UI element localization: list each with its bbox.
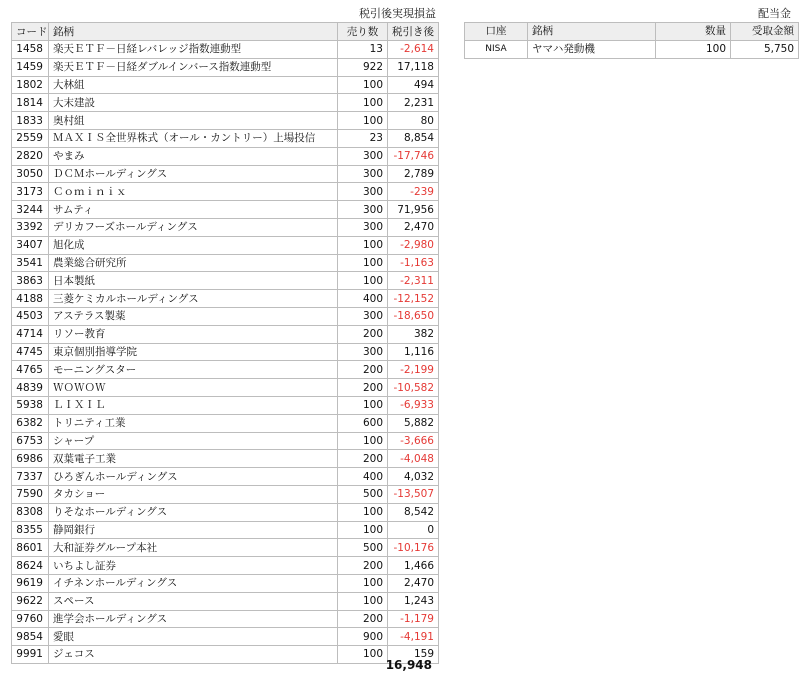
stock-name: 大和証券グループ本社 — [49, 539, 338, 557]
stock-name: 愛眼 — [49, 628, 338, 646]
stock-name: ひろぎんホールディングス — [49, 468, 338, 486]
after-tax-pnl: 494 — [388, 76, 439, 94]
sell-qty: 600 — [338, 414, 388, 432]
stock-code: 1802 — [12, 76, 49, 94]
header-pnl: 税引き後 — [388, 23, 439, 41]
after-tax-pnl: 80 — [388, 112, 439, 130]
stock-code: 3050 — [12, 165, 49, 183]
after-tax-pnl: -13,507 — [388, 485, 439, 503]
stock-code: 9760 — [12, 610, 49, 628]
stock-name: Ｃｏｍｉｎｉｘ — [49, 183, 338, 201]
stock-code: 2820 — [12, 147, 49, 165]
after-tax-pnl: 8,542 — [388, 503, 439, 521]
table-row — [12, 94, 439, 112]
sell-qty: 500 — [338, 485, 388, 503]
stock-code: 9854 — [12, 628, 49, 646]
sell-qty: 100 — [338, 503, 388, 521]
after-tax-pnl: -17,746 — [388, 147, 439, 165]
after-tax-pnl: -1,179 — [388, 610, 439, 628]
stock-code: 3407 — [12, 236, 49, 254]
sell-qty: 900 — [338, 628, 388, 646]
after-tax-pnl: 1,243 — [388, 592, 439, 610]
table-row — [12, 521, 439, 539]
table-header-row — [465, 23, 799, 41]
stock-code: 9991 — [12, 646, 49, 664]
stock-code: 1833 — [12, 112, 49, 130]
table-row — [12, 450, 439, 468]
after-tax-pnl: -12,152 — [388, 290, 439, 308]
stock-code: 6382 — [12, 414, 49, 432]
after-tax-pnl: -18,650 — [388, 307, 439, 325]
table-row — [12, 325, 439, 343]
after-tax-pnl: 2,789 — [388, 165, 439, 183]
table-row — [12, 539, 439, 557]
table-row — [12, 307, 439, 325]
table-row — [12, 343, 439, 361]
after-tax-pnl: 159 — [388, 646, 439, 664]
after-tax-pnl: 382 — [388, 325, 439, 343]
after-tax-pnl: -2,311 — [388, 272, 439, 290]
stock-code: 9622 — [12, 592, 49, 610]
stock-code: 4714 — [12, 325, 49, 343]
sell-qty: 23 — [338, 129, 388, 147]
header-name: 銘柄 — [49, 23, 338, 41]
stock-name: 楽天ＥＴＦ－日経ダブルインバース指数連動型 — [49, 58, 338, 76]
table-row — [12, 610, 439, 628]
stock-name: スペース — [49, 592, 338, 610]
table-row — [12, 112, 439, 130]
table-row — [12, 379, 439, 397]
stock-name: ＬＩＸＩＬ — [49, 396, 338, 414]
sell-qty: 100 — [338, 396, 388, 414]
stock-code: 4745 — [12, 343, 49, 361]
stock-code: 3392 — [12, 218, 49, 236]
table-row — [12, 396, 439, 414]
stock-name: 楽天ＥＴＦ－日経レバレッジ指数連動型 — [49, 41, 338, 59]
after-tax-pnl: 1,466 — [388, 557, 439, 575]
stock-code: 9619 — [12, 574, 49, 592]
sell-qty: 500 — [338, 539, 388, 557]
header-name: 銘柄 — [528, 23, 656, 41]
after-tax-pnl: -4,048 — [388, 450, 439, 468]
sell-qty: 200 — [338, 450, 388, 468]
sell-qty: 13 — [338, 41, 388, 59]
table-row — [12, 485, 439, 503]
table-row — [12, 432, 439, 450]
table-row — [12, 290, 439, 308]
stock-name: タカショー — [49, 485, 338, 503]
stock-name: ジェコス — [49, 646, 338, 664]
stock-code: 6986 — [12, 450, 49, 468]
after-tax-pnl: 2,470 — [388, 218, 439, 236]
table-row — [12, 41, 439, 59]
after-tax-pnl: -239 — [388, 183, 439, 201]
stock-name: ＷＯＷＯＷ — [49, 379, 338, 397]
sell-qty: 100 — [338, 94, 388, 112]
stock-name: ヤマハ発動機 — [528, 40, 656, 58]
after-tax-pnl: -2,614 — [388, 41, 439, 59]
sell-qty: 300 — [338, 201, 388, 219]
stock-name: リソー教育 — [49, 325, 338, 343]
stock-name: 東京個別指導学院 — [49, 343, 338, 361]
sell-qty: 100 — [338, 592, 388, 610]
sell-qty: 100 — [338, 236, 388, 254]
after-tax-pnl: 4,032 — [388, 468, 439, 486]
stock-code: 6753 — [12, 432, 49, 450]
stock-code: 4188 — [12, 290, 49, 308]
stock-name: 大末建設 — [49, 94, 338, 112]
after-tax-pnl: 2,231 — [388, 94, 439, 112]
stock-name: イチネンホールディングス — [49, 574, 338, 592]
after-tax-pnl: -4,191 — [388, 628, 439, 646]
sell-qty: 300 — [338, 147, 388, 165]
stock-name: 日本製紙 — [49, 272, 338, 290]
stock-name: シャープ — [49, 432, 338, 450]
stock-name: デリカフーズホールディングス — [49, 218, 338, 236]
sell-qty: 300 — [338, 218, 388, 236]
stock-name: やまみ — [49, 147, 338, 165]
stock-code: 7590 — [12, 485, 49, 503]
sell-qty: 300 — [338, 165, 388, 183]
sell-qty: 200 — [338, 557, 388, 575]
table-row — [12, 254, 439, 272]
table-row — [465, 40, 799, 58]
table-row — [12, 414, 439, 432]
stock-name: 進学会ホールディングス — [49, 610, 338, 628]
stock-name: アステラス製薬 — [49, 307, 338, 325]
table-row — [12, 574, 439, 592]
table-row — [12, 129, 439, 147]
header-amount: 受取金額 — [731, 23, 799, 41]
stock-name: りそなホールディングス — [49, 503, 338, 521]
sell-qty: 100 — [338, 432, 388, 450]
stock-code: 7337 — [12, 468, 49, 486]
stock-code: 4503 — [12, 307, 49, 325]
stock-code: 4765 — [12, 361, 49, 379]
after-tax-pnl: 0 — [388, 521, 439, 539]
stock-code: 8355 — [12, 521, 49, 539]
stock-name: 大林組 — [49, 76, 338, 94]
table-row — [12, 628, 439, 646]
realized-pnl-caption: 税引後実現損益 — [359, 7, 436, 20]
quantity: 100 — [656, 40, 731, 58]
table-row — [12, 468, 439, 486]
sell-qty: 200 — [338, 379, 388, 397]
sell-qty: 922 — [338, 58, 388, 76]
sell-qty: 300 — [338, 343, 388, 361]
header-qty: 数量 — [656, 23, 731, 41]
stock-name: モーニングスター — [49, 361, 338, 379]
stock-code: 5938 — [12, 396, 49, 414]
sell-qty: 100 — [338, 272, 388, 290]
table-row — [12, 76, 439, 94]
sell-qty: 200 — [338, 610, 388, 628]
after-tax-pnl: -6,933 — [388, 396, 439, 414]
table-row — [12, 201, 439, 219]
dividends-table — [464, 22, 799, 59]
table-row — [12, 165, 439, 183]
stock-code: 3244 — [12, 201, 49, 219]
table-row — [12, 236, 439, 254]
stock-name: 双葉電子工業 — [49, 450, 338, 468]
after-tax-pnl: -2,980 — [388, 236, 439, 254]
stock-code: 8601 — [12, 539, 49, 557]
stock-code: 8308 — [12, 503, 49, 521]
after-tax-pnl: 1,116 — [388, 343, 439, 361]
table-row — [12, 58, 439, 76]
after-tax-pnl: 2,470 — [388, 574, 439, 592]
after-tax-pnl: 71,956 — [388, 201, 439, 219]
sell-qty: 300 — [338, 183, 388, 201]
dividends-caption: 配当金 — [758, 7, 791, 20]
sell-qty: 200 — [338, 325, 388, 343]
stock-code: 3541 — [12, 254, 49, 272]
stock-name: 三菱ケミカルホールディングス — [49, 290, 338, 308]
realized-pnl-total: 16,948 — [385, 658, 432, 672]
sell-qty: 200 — [338, 361, 388, 379]
sell-qty: 100 — [338, 112, 388, 130]
table-row — [12, 147, 439, 165]
stock-name: 旭化成 — [49, 236, 338, 254]
stock-code: 1458 — [12, 41, 49, 59]
stock-code: 3863 — [12, 272, 49, 290]
realized-pnl-table — [11, 22, 439, 664]
sell-qty: 400 — [338, 290, 388, 308]
after-tax-pnl: 17,118 — [388, 58, 439, 76]
sell-qty: 400 — [338, 468, 388, 486]
sell-qty: 100 — [338, 521, 388, 539]
after-tax-pnl: -3,666 — [388, 432, 439, 450]
stock-code: 1459 — [12, 58, 49, 76]
sell-qty: 300 — [338, 307, 388, 325]
stock-name: 農業総合研究所 — [49, 254, 338, 272]
after-tax-pnl: -2,199 — [388, 361, 439, 379]
after-tax-pnl: 8,854 — [388, 129, 439, 147]
after-tax-pnl: -10,582 — [388, 379, 439, 397]
stock-code: 4839 — [12, 379, 49, 397]
header-code: コード — [12, 23, 49, 41]
stock-name: 静岡銀行 — [49, 521, 338, 539]
after-tax-pnl: -10,176 — [388, 539, 439, 557]
table-row — [12, 272, 439, 290]
table-row — [12, 557, 439, 575]
stock-code: 8624 — [12, 557, 49, 575]
table-header-row — [12, 23, 439, 41]
stock-code: 2559 — [12, 129, 49, 147]
stock-name: ＭＡＸＩＳ全世界株式（オール・カントリー）上場投信 — [49, 129, 338, 147]
after-tax-pnl: 5,882 — [388, 414, 439, 432]
table-row — [12, 361, 439, 379]
table-row — [12, 592, 439, 610]
stock-name: サムティ — [49, 201, 338, 219]
sell-qty: 100 — [338, 646, 388, 664]
sell-qty: 100 — [338, 76, 388, 94]
table-row — [12, 503, 439, 521]
table-row — [12, 183, 439, 201]
stock-code: 1814 — [12, 94, 49, 112]
stock-code: 3173 — [12, 183, 49, 201]
stock-name: 奥村組 — [49, 112, 338, 130]
received-amount: 5,750 — [731, 40, 799, 58]
header-account: 口座 — [465, 23, 528, 41]
sell-qty: 100 — [338, 254, 388, 272]
stock-name: トリニティ工業 — [49, 414, 338, 432]
header-qty: 売り数 — [338, 23, 388, 41]
table-row — [12, 218, 439, 236]
sell-qty: 100 — [338, 574, 388, 592]
stock-name: ＤＣＭホールディングス — [49, 165, 338, 183]
account-type: NISA — [465, 40, 528, 58]
after-tax-pnl: -1,163 — [388, 254, 439, 272]
stock-name: いちよし証券 — [49, 557, 338, 575]
